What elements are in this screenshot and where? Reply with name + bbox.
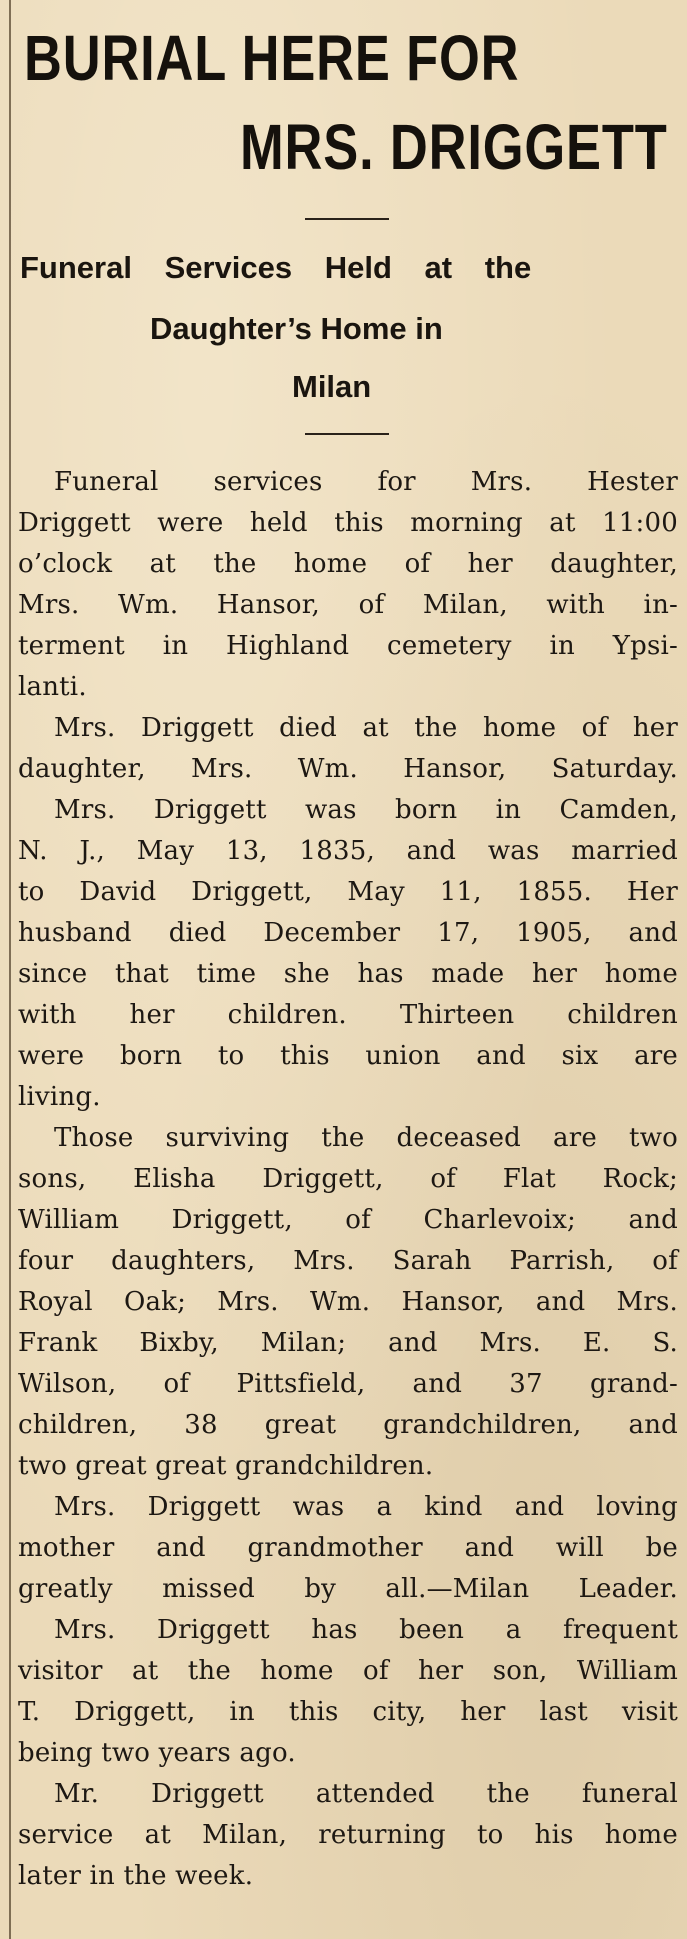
article-line: Mrs. Wm. Hansor, of Milan, with in- xyxy=(18,590,678,620)
article-line: Mr. Driggett attended the funeral xyxy=(54,1779,678,1809)
article-line: T. Driggett, in this city, her last visit xyxy=(18,1697,678,1727)
article-line: mother and grandmother and will be xyxy=(18,1533,678,1563)
article-line: children, 38 great grandchildren, and xyxy=(18,1410,678,1440)
headline-line-2: MRS. DRIGGETT xyxy=(240,111,668,183)
article-line: were born to this union and six are xyxy=(18,1041,678,1071)
clipping-edge xyxy=(9,0,11,1939)
article-line: N. J., May 13, 1835, and was married xyxy=(18,836,678,866)
article-line: to David Driggett, May 11, 1855. Her xyxy=(18,877,678,907)
subhead-line-1: Funeral Services Held at the xyxy=(20,250,532,285)
subhead-line-3: Milan xyxy=(292,369,372,404)
article-line: with her children. Thirteen children xyxy=(18,1000,678,1030)
article-line: William Driggett, of Charlevoix; and xyxy=(18,1205,678,1235)
article-line: husband died December 17, 1905, and xyxy=(18,918,678,948)
article-line: Mrs. Driggett was a kind and loving xyxy=(54,1492,678,1522)
article-line: Mrs. Driggett died at the home of her xyxy=(54,713,678,743)
article-line: two great great grandchildren. xyxy=(18,1451,434,1481)
article-body xyxy=(18,462,678,1897)
article-line: service at Milan, returning to his home xyxy=(18,1820,678,1850)
article-line: terment in Highland cemetery in Ypsi- xyxy=(18,631,678,661)
article-line: Frank Bixby, Milan; and Mrs. E. S. xyxy=(18,1328,678,1358)
article-line: living. xyxy=(18,1082,101,1112)
article-line: Those surviving the deceased are two xyxy=(54,1123,678,1153)
article-line: later in the week. xyxy=(18,1861,254,1891)
article-line: Wilson, of Pittsfield, and 37 grand- xyxy=(18,1369,678,1399)
article-line: lanti. xyxy=(18,672,87,702)
article-line: daughter, Mrs. Wm. Hansor, Saturday. xyxy=(18,754,678,784)
headline-line-1: BURIAL HERE FOR xyxy=(24,22,520,94)
article-line: Mrs. Driggett was born in Camden, xyxy=(54,795,678,825)
divider-rule-bottom xyxy=(305,433,389,435)
article-line: being two years ago. xyxy=(18,1738,296,1768)
article-line: Driggett were held this morning at 11:00 xyxy=(18,508,678,538)
subhead-line-2: Daughter’s Home in xyxy=(150,311,443,346)
article-line: Mrs. Driggett has been a frequent xyxy=(54,1615,678,1645)
article-line: greatly missed by all.—Milan Leader. xyxy=(18,1574,678,1604)
divider-rule-top xyxy=(305,218,389,220)
article-line: four daughters, Mrs. Sarah Parrish, of xyxy=(18,1246,678,1276)
article-line: Royal Oak; Mrs. Wm. Hansor, and Mrs. xyxy=(18,1287,678,1317)
article-line: o’clock at the home of her daughter, xyxy=(18,549,678,579)
article-line: Funeral services for Mrs. Hester xyxy=(54,467,678,497)
article-line: since that time she has made her home xyxy=(18,959,678,989)
article-line: sons, Elisha Driggett, of Flat Rock; xyxy=(18,1164,678,1194)
article-line: visitor at the home of her son, William xyxy=(18,1656,678,1686)
